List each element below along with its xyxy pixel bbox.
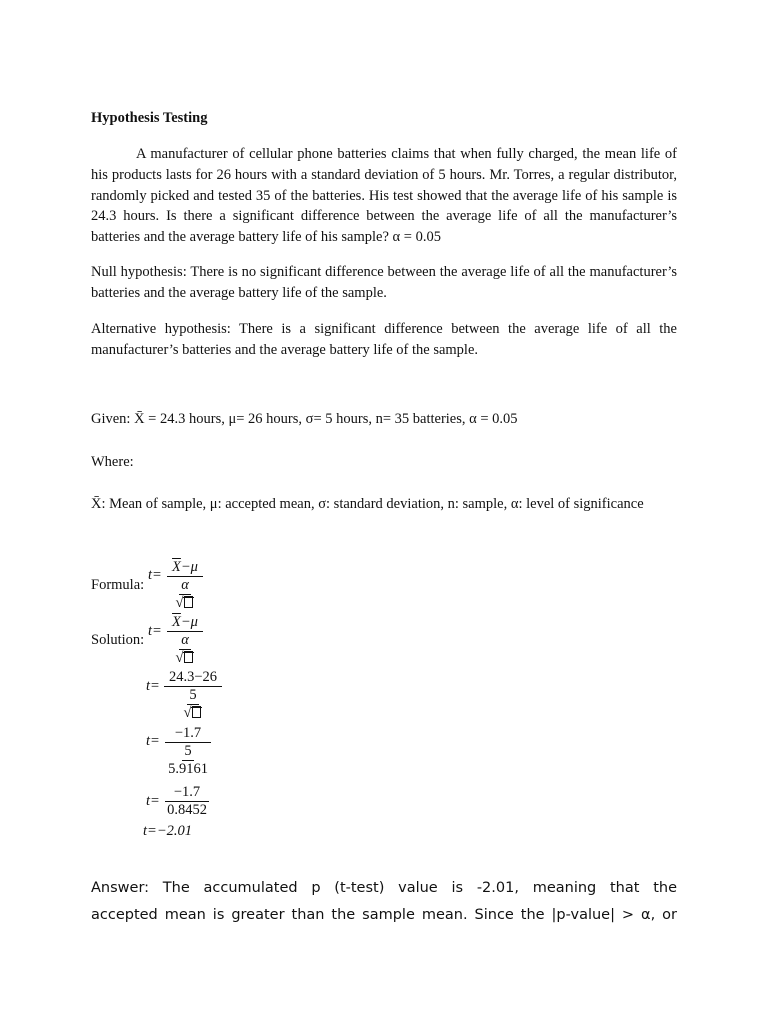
problem-paragraph: A manufacturer of cellular phone batteries claims that when fully charged, the mean life of his products lasts for 26 hours with a standard deviation of 5 hours. Mr. Torres, a regular distributor, randomly picked and tested 35 of the batteries. His test showed that the average life of his sample is 24.3 hours. Is there a significant difference between the average life of all the manufacturer’s batteries and the average battery life of his sample? α = 0.05 — [91, 146, 677, 246]
null-hypothesis: Null hypothesis: There is no significant difference between the average life of all the manufacturer’s batteries and the average battery life of the sample. — [91, 264, 677, 301]
page-title: Hypothesis Testing — [91, 110, 208, 126]
step4-denominator: 0.8452 — [167, 802, 207, 818]
step1-t-eq: t= — [148, 623, 162, 639]
step3-numerator: −1.7 — [165, 725, 211, 743]
formula-t-eq: t= — [148, 567, 162, 583]
given-line: Given: X̄ = 24.3 hours, μ= 26 hours, σ= 5 hours, n= 35 batteries, α = 0.05 — [91, 411, 518, 427]
alternative-hypothesis: Alternative hypothesis: There is a significant difference between the average life of all the manufacturer’s batteries and the average battery life of the sample. — [91, 321, 677, 358]
answer-line-1: Answer: The accumulated p (t-test) value is -2.01, meaning that the — [91, 880, 677, 896]
answer-line-2: accepted mean is greater than the sample mean. Since the |p-value| > α, or — [91, 907, 677, 923]
step2-t-eq: t= — [146, 678, 160, 694]
definitions-line: X̄: Mean of sample, μ: accepted mean, σ: standard deviation, n: sample, α: level of significance — [91, 496, 644, 512]
step4-t-eq: t= — [146, 793, 160, 809]
step3-denominator-top: 5 — [184, 743, 192, 759]
formula-label: Formula: — [91, 577, 145, 593]
step4-fraction — [165, 784, 209, 819]
step3-t-eq: t= — [146, 733, 160, 749]
step3-fraction — [165, 725, 211, 778]
result-line: t=−2.01 — [143, 823, 192, 839]
step2-denominator: 5 — [189, 687, 197, 703]
where-label: Where: — [91, 454, 134, 470]
step4-numerator: −1.7 — [165, 784, 209, 802]
formula-fraction: $\overline{X}-\mu$ α √ — [167, 559, 203, 613]
step3-denominator-bottom: 5.9161 — [168, 761, 208, 777]
step1-fraction: $\overline{X}-\mu$ α √ — [167, 614, 203, 668]
step2-numerator: 24.3−26 — [164, 669, 222, 687]
solution-label: Solution: — [91, 632, 145, 648]
step2-fraction: 24.3−26 5 √ — [164, 669, 222, 723]
